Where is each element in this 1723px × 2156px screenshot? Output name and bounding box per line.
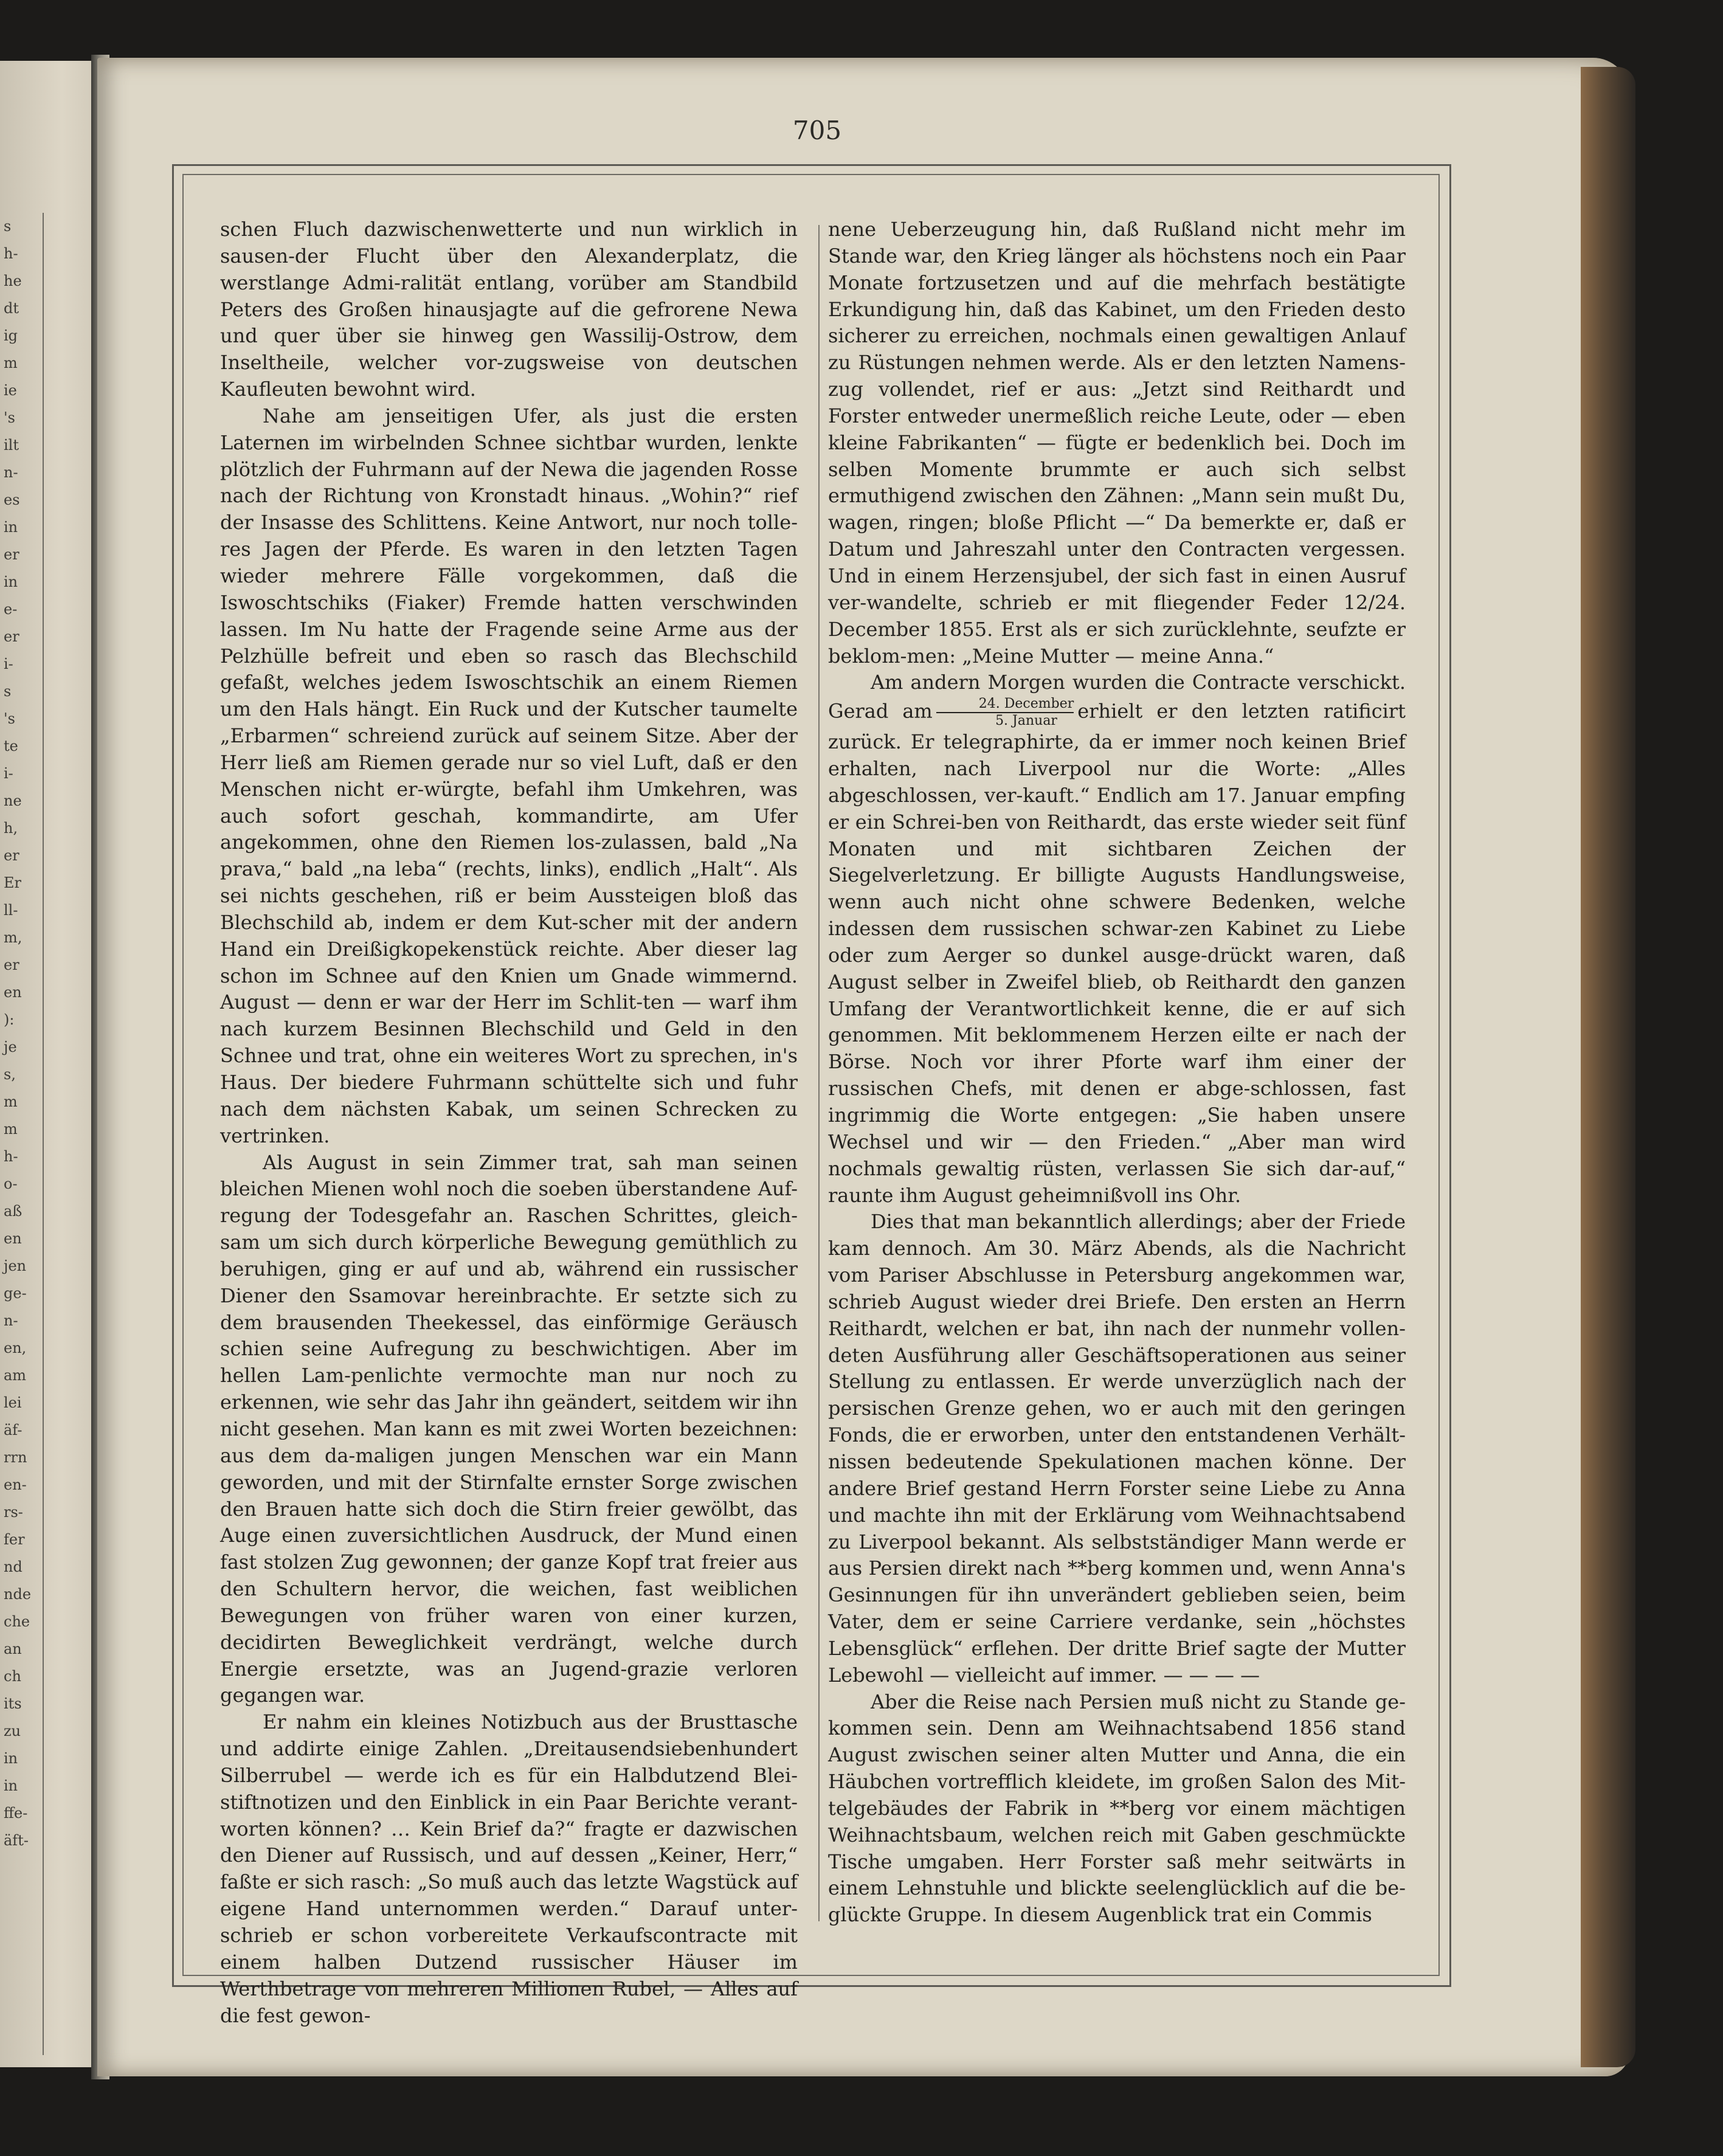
previous-page-fragment: er bbox=[4, 956, 19, 973]
date-fraction-numerator: 24. December bbox=[936, 696, 1074, 713]
previous-page-fragment: ig bbox=[4, 327, 18, 344]
previous-page-fragment: te bbox=[4, 738, 18, 755]
previous-page-fragment: he bbox=[4, 272, 22, 289]
book-binding-edge bbox=[1581, 67, 1635, 2067]
previous-page-fragment: o- bbox=[4, 1175, 18, 1192]
paragraph-peace: Dies that man bekanntlich allerdings; aber der Friede kam dennoch. Am 30. März Abends, als die Nachricht vom Pariser Abschlusse in Petersburg angekommen war, schrieb August wieder drei Briefe. Den ersten an Herrn Reithardt, welchen er bat, ihn nach der nunmehr vollen-deten Ausführung aller Geschäftsoperationen aus seiner Stellung zu entlassen. Er werde unverzüglich nach der persischen Grenze gehen, wo er auch mit den geringen Fonds, die er erworben, unter den entstandenen Verhält-nissen bedeutende Spekulationen machen könne. Der andere Brief gestand Herrn Forster seine Liebe zu Anna und machte ihn mit der Erklärung vom Weihnachtsabend zu Liverpool bekannt. Als selbstständiger Mann werde er aus Persien direkt nach **berg kommen und, wenn Anna's Gesinnungen für ihn unverändert geblieben seien, beim Vater, dem er seine Carriere verdanke, sein „höchstes Lebensglück“ erflehen. Der dritte Brief sagte der Mutter Lebewohl — vielleicht auf immer. — — — — bbox=[828, 1210, 1406, 1687]
previous-page-fragment: m bbox=[4, 1093, 18, 1110]
previous-page-fragment: m bbox=[4, 354, 18, 371]
previous-page-fragment: its bbox=[4, 1695, 22, 1712]
previous-page-fragment: h, bbox=[4, 820, 18, 837]
contracts-text-start: Am andern Morgen wurden die Contracte verschickt. Gerad am bbox=[828, 671, 1406, 723]
paragraph-christmas: Aber die Reise nach Persien muß nicht zu Stande ge-kommen sein. Denn am Weihnachtsabend 1856 stand August zwischen seiner alten Mutter und Anna, die ein Häubchen vortrefflich kleidete, im großen Salon des Mit-telgebäudes der Fabrik in **berg vor einem mächtigen Weihnachtsbaum, welchen reich mit Gaben geschmückte Tische umgaben. Herr Forster saß mehr seitwärts in einem Lehnstuhle und blickte seelenglücklich auf die be-glückte Gruppe. In diesem Augenblick trat ein Commis bbox=[828, 1690, 1406, 1927]
previous-page-fragment: 's bbox=[4, 710, 15, 727]
previous-page-fragment: in bbox=[4, 1777, 18, 1794]
paragraph-august-room: Als August in sein Zimmer trat, sah man seinen bleichen Mienen wohl noch die soeben überstandene Auf-regung der Todesgefahr an. Raschen Schrittes, gleich-sam um sich durch körperliche Bewegung gemüthlich zu beruhigen, ging er auf und ab, während ein russischer Diener den Ssamovar hereinbrachte. Er setzte sich zu dem brausenden Theekessel, das einförmige Geräusch schien seine Aufregung zu beschwichtigen. Aber im hellen Lam-penlichte vermochte man nur noch zu erkennen, wie sehr das Jahr ihn geändert, seitdem wir ihn nicht gesehen. Man kann es mit zwei Worten bezeichnen: aus dem da-maligen jungen Menschen war ein Mann geworden, und mit der Stirnfalte ernster Sorge zwischen den Brauen hatte sich doch die Stirn freier gewölbt, das Auge einen zuversichtlichen Ausdruck, der Mund einen fast stolzen Zug gewonnen; der ganze Kopf trat freier aus den Schultern hervor, die weichen, fast weiblichen Bewegungen von früher waren von einer kurzen, decidirten Beweglichkeit verdrängt, welche durch Energie ersetzte, was an Jugend-grazie verloren gegangen war. bbox=[220, 1150, 798, 1707]
contracts-text-rest: erhielt er den letzten ratificirt zurück. Er telegraphirte, da er immer noch keinen Brief erhalten, nach Liverpool nur die Worte: „Alles abgeschlossen, ver-kauft.“ Endlich am 17. Januar empfing er ein Schrei-ben von Reithardt, das erste wieder seit fünf Monaten und mit sichtbaren Zeichen der Siegelverletzung. Er billigte Augusts Handlungsweise, wenn auch nicht ohne schwere Bedenken, welche indessen dem russischen schwar-zen Kabinet zu Liebe oder zum Aerger so dunkel ausge-drückt waren, daß August selber in Zweifel blieb, ob Reithardt den ganzen Umfang der Verantwortlichkeit kenne, die er auf sich genommen. Mit beklommenem Herzen eilte er nach der Börse. Noch vor ihrer Pforte warf ihm einer der russischen Chefs, mit denen er abge-schlossen, fast ingrimmig die Worte entgegen: „Sie haben unsere Wechsel und wir — den Frieden.“ „Aber man wird nochmals gewaltig rüsten, verlassen Sie sich dar-auf,“ raunte ihm August geheimnißvoll ins Ohr. bbox=[828, 699, 1406, 1207]
previous-page-fragment: en, bbox=[4, 1339, 27, 1356]
previous-page-fragment: nd bbox=[4, 1558, 22, 1575]
previous-page-fragment: jen bbox=[4, 1257, 27, 1274]
left-text-column bbox=[220, 216, 798, 2029]
previous-page-fragment: rrn bbox=[4, 1449, 27, 1466]
previous-page-fragment: ffe- bbox=[4, 1805, 28, 1822]
previous-page-fragment: in bbox=[4, 573, 18, 590]
previous-page-fragment: je bbox=[4, 1038, 17, 1056]
previous-page-fragment: ): bbox=[4, 1011, 15, 1028]
previous-page-fragment: n- bbox=[4, 464, 18, 481]
previous-page-fragment: en bbox=[4, 1230, 22, 1247]
column-divider bbox=[818, 225, 820, 1921]
previous-page-fragment: ge- bbox=[4, 1285, 27, 1302]
previous-page-fragment: Er bbox=[4, 874, 21, 891]
previous-page-fragment: fer bbox=[4, 1531, 25, 1548]
previous-page-fragment: i- bbox=[4, 765, 13, 782]
previous-page-fragment: n- bbox=[4, 1312, 18, 1329]
previous-page-fragment: er bbox=[4, 628, 19, 645]
previous-page-fragment: dt bbox=[4, 300, 19, 317]
previous-page-fragment: lei bbox=[4, 1394, 22, 1411]
date-fraction bbox=[936, 696, 1074, 729]
previous-page-fragment: en bbox=[4, 984, 22, 1001]
previous-page-fragment: es bbox=[4, 491, 20, 508]
previous-page-fragment: ne bbox=[4, 792, 22, 809]
previous-page-fragment: er bbox=[4, 546, 19, 563]
previous-page-fragment: äft- bbox=[4, 1832, 29, 1849]
previous-page-fragment: ch bbox=[4, 1668, 21, 1685]
previous-page-fragment: m bbox=[4, 1121, 18, 1138]
page-number: 705 bbox=[792, 116, 842, 145]
previous-page-fragment: an bbox=[4, 1640, 22, 1657]
previous-page-fragment: rs- bbox=[4, 1504, 23, 1521]
previous-page-fragment: ie bbox=[4, 382, 17, 399]
previous-page-fragment: m, bbox=[4, 929, 22, 946]
previous-page-fragment: er bbox=[4, 847, 19, 864]
previous-page-fragment: ll- bbox=[4, 902, 18, 919]
date-fraction-denominator: 5. Januar bbox=[995, 713, 1057, 729]
previous-page-fragment: s bbox=[4, 218, 12, 235]
paragraph-notebook: Er nahm ein kleines Notizbuch aus der Brusttasche und addirte einige Zahlen. „Dreitausendsiebenhundert Silberrubel — werde ich es für ein Halbdutzend Blei-stiftnotizen und den Einblick in ein Paar Berichte verant-worten können? … Kein Brief da?“ fragte er dazwischen den Diener auf Russisch, und auf dessen „Keiner, Herr,“ faßte er sich rasch: „So muß auch das letzte Wagstück auf eigene Hand unternommen werden.“ Darauf unter-schrieb er schon vorbereitete Verkaufscontracte mit einem halben Dutzend russischer Häuser im Werthbetrage von mehreren Millionen Rubel, — Alles auf die fest gewon- bbox=[220, 1710, 798, 2027]
previous-page-fragment: in bbox=[4, 1750, 18, 1767]
previous-page-fragment: äf- bbox=[4, 1422, 22, 1439]
previous-page-text-fragments bbox=[0, 213, 44, 2055]
previous-page-fragment: am bbox=[4, 1367, 27, 1384]
previous-page-fragment: che bbox=[4, 1613, 30, 1630]
previous-page-fragment: s, bbox=[4, 1066, 16, 1083]
paragraph-continuation: schen Fluch dazwischenwetterte und nun wirklich in sausen-der Flucht über den Alexanderplatz, die werstlange Admi-ralität entlang, vorüber am Standbild Peters des Großen hinausjagte auf die gefrorene Newa und quer über sie hinweg gen Wassilij-Ostrow, dem Inseltheile, welcher vor-zugsweise von deutschen Kaufleuten bewohnt wird. bbox=[220, 218, 798, 401]
previous-page-fragment: 's bbox=[4, 409, 15, 426]
previous-page-fragment: s bbox=[4, 683, 12, 700]
previous-page-fragment: aß bbox=[4, 1203, 22, 1220]
paragraph-sleigh-ride: Nahe am jenseitigen Ufer, als just die ersten Laternen im wirbelnden Schnee sichtbar wurden, lenkte plötzlich der Fuhrmann auf der Newa die jagenden Rosse nach der Richtung von Kronstadt hinaus. „Wohin?“ rief der Insasse des Schlittens. Keine Antwort, nur noch tolle-res Jagen der Pferde. Es waren in den letzten Tagen wieder mehrere Fälle vorgekommen, daß die Iswoschtschiks (Fiaker) Fremde hatten verschwinden lassen. Im Nu hatte der Fragende seine Arme aus der Pelzhülle befreit und eben so rasch das Blechschild gefaßt, welches jedem Iswoschtschik an einem Riemen um den Hals hängt. Ein Ruck und der Kutscher taumelte „Erbarmen“ schreiend zurück auf seinem Sitze. Aber der Herr ließ am Riemen gerade nur so viel Luft, daß er den Menschen nicht er-würgte, befahl ihm Umkehren, was auch sofort geschah, kommandirte, am Ufer angekommen, ohne den Riemen los-zulassen, bald „Na prava,“ bald „na leba“ (rechts, links), endlich „Halt“. Als sei nichts geschehen, riß er beim Aussteigen bloß das Blechschild ab, indem er dem Kut-scher mit der andern Hand ein Dreißigkopekenstück reichte. Aber dieser lag schon im Schnee auf den Knien um Gnade wimmernd. August — denn er war der Herr im Schlit-ten — warf ihm nach kurzem Besinnen Blechschild und Geld in den Schnee und trat, ohne ein weiteres Wort zu sprechen, in's Haus. Der biedere Fuhrmann schüttelte sich und fuhr nach dem nächsten Kabak, um seinen Schrecken zu vertrinken. bbox=[220, 404, 798, 1147]
previous-page-fragment: nde bbox=[4, 1586, 32, 1603]
paragraph-conviction: nene Ueberzeugung hin, daß Rußland nicht mehr im Stande war, den Krieg länger als höchstens noch ein Paar Monate fortzusetzen und auf die mehrfach bestätigte Erkundigung hin, daß das Kabinet, um den Frieden desto sicherer zu erreichen, nochmals einen gewaltigen Anlauf zu Rüstungen nehmen werde. Als er den letzten Namens-zug vollendet, rief er aus: „Jetzt sind Reithardt und Forster entweder unermeßlich reiche Leute, oder — eben kleine Fabrikanten“ — fügte er bedenklich bei. Doch im selben Momente brummte er auch sich selbst ermuthigend zwischen den Zähnen: „Mann sein mußt Du, wagen, ringen; bloße Pflicht —“ Da bemerkte er, daß er Datum und Jahreszahl unter den Contracten vergessen. Und in einem Herzensjubel, der sich fast in einen Ausruf ver-wandelte, schrieb er mit fliegender Feder 12/24. December 1855. Erst als er sich zurücklehnte, seufzte er beklom-men: „Meine Mutter — meine Anna.“ bbox=[828, 218, 1406, 668]
previous-page-fragment: e- bbox=[4, 601, 18, 618]
previous-page-fragment: h- bbox=[4, 245, 18, 262]
right-text-column bbox=[828, 216, 1406, 1929]
previous-page-fragment: i- bbox=[4, 655, 13, 672]
previous-page-fragment: en- bbox=[4, 1476, 27, 1493]
previous-page-fragment: zu bbox=[4, 1722, 21, 1740]
previous-page-fragment: h- bbox=[4, 1148, 18, 1165]
previous-page bbox=[0, 61, 103, 2067]
paragraph-contracts bbox=[828, 669, 1406, 1209]
previous-page-fragment: ilt bbox=[4, 437, 19, 454]
previous-page-fragment: in bbox=[4, 519, 18, 536]
